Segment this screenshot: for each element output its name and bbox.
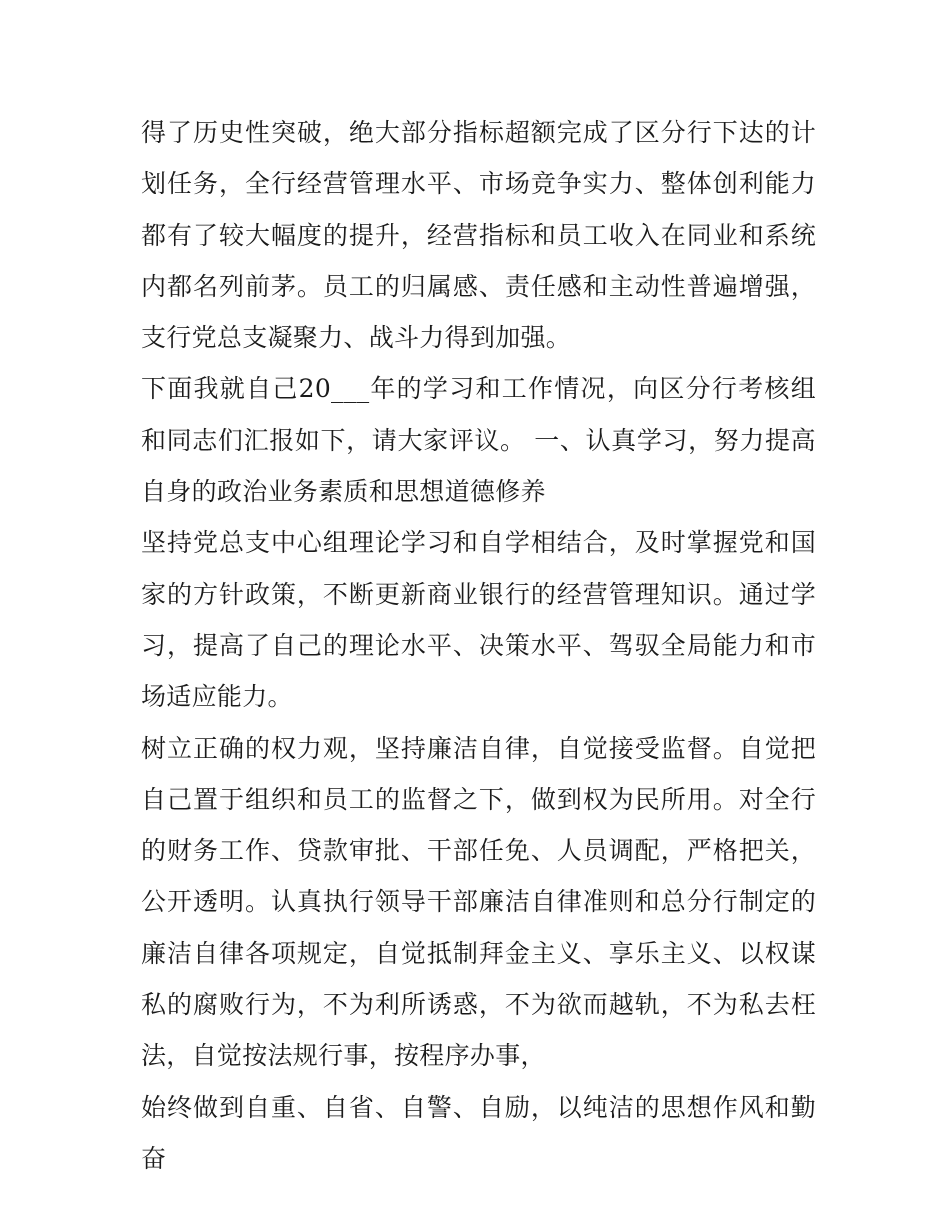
paragraph-2: 下面我就自己20___年的学习和工作情况，向区分行考核组和同志们汇报如下，请大家评议。 一、认真学习，努力提高自身的政治业务素质和思想道德修养 bbox=[141, 374, 816, 507]
paragraph-4: 树立正确的权力观，坚持廉洁自律，自觉接受监督。自觉把自己置于组织和员工的监督之下，做到权为民所用。对全行的财务工作、贷款审批、干部任免、人员调配，严格把关，公开透明。认真执行领导干部廉洁自律准则和总分行制定的廉洁自律各项规定，自觉抵制拜金主义、享乐主义、以权谋私的腐败行为，不为利所诱惑，不为欲而越轨，不为私去枉法，自觉按法规行事，按程序办事， bbox=[141, 733, 816, 1071]
document-body bbox=[141, 107, 816, 1184]
paragraph-1: 得了历史性突破，绝大部分指标超额完成了区分行下达的计划任务，全行经营管理水平、市场竞争实力、整体创利能力都有了较大幅度的提升，经营指标和员工收入在同业和系统内都名列前茅。员工的归属感、责任感和主动性普遍增强，支行党总支凝聚力、战斗力得到加强。 bbox=[141, 118, 816, 353]
paragraph-5: 始终做到自重、自省、自警、自励，以纯洁的思想作风和勤奋 bbox=[141, 1092, 816, 1173]
paragraph-3: 坚持党总支中心组理论学习和自学相结合，及时掌握党和国家的方针政策，不断更新商业银行的经营管理知识。通过学习，提高了自己的理论水平、决策水平、驾驭全局能力和市场适应能力。 bbox=[141, 528, 816, 712]
